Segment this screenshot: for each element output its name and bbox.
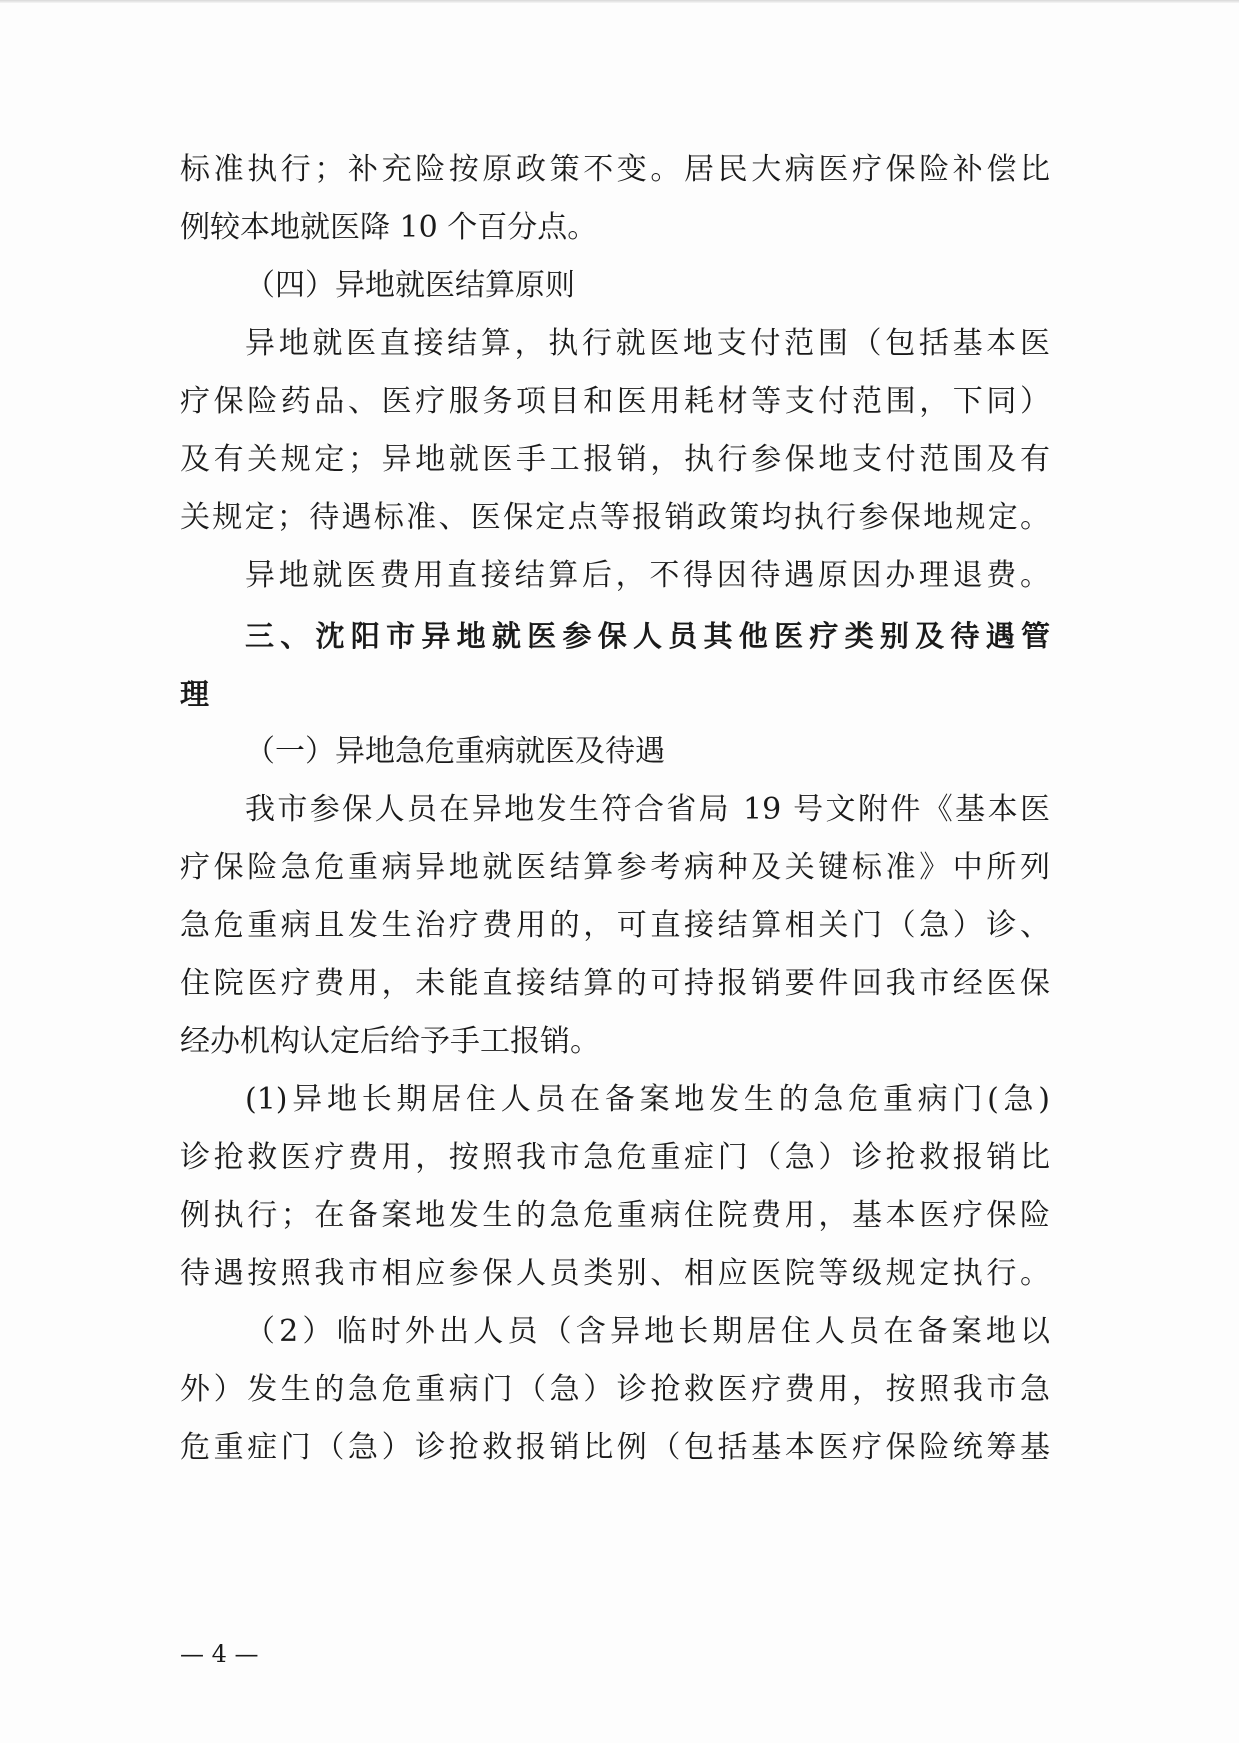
body-text-line: 待遇按照我市相应参保人员类别、相应医院等级规定执行。: [180, 1256, 1050, 1291]
chapter-heading-3: 三、沈阳市异地就医参保人员其他医疗类别及待遇管: [245, 619, 1050, 653]
body-text-line: 例较本地就医降 10 个百分点。: [180, 210, 598, 245]
body-text-line: 异地就医直接结算，执行就医地支付范围（包括基本医: [245, 326, 1050, 361]
body-text-line: 住院医疗费用，未能直接结算的可持报销要件回我市经医保: [180, 966, 1050, 1001]
page-number: — 4 —: [180, 1640, 259, 1668]
body-text-line: 诊抢救医疗费用，按照我市急危重症门（急）诊抢救报销比: [180, 1140, 1050, 1175]
body-text-line: 急危重病且发生治疗费用的，可直接结算相关门（急）诊、: [180, 908, 1050, 943]
body-text-line: 关规定；待遇标准、医保定点等报销政策均执行参保地规定。: [180, 500, 1050, 535]
chapter-heading-3-cont: 理: [180, 677, 210, 711]
body-text-line: 我市参保人员在异地发生符合省局 19 号文附件《基本医: [245, 792, 1050, 827]
body-text-line: 标准执行；补充险按原政策不变。居民大病医疗保险补偿比: [180, 152, 1050, 187]
body-text-line: 疗保险急危重病异地就医结算参考病种及关键标准》中所列: [180, 850, 1050, 885]
body-text-line: 例执行；在备案地发生的急危重病住院费用，基本医疗保险: [180, 1198, 1050, 1233]
body-text-line: 疗保险药品、医疗服务项目和医用耗材等支付范围，下同）: [180, 384, 1050, 419]
section-heading-4: （四）异地就医结算原则: [245, 268, 575, 303]
body-text-line: （2）临时外出人员（含异地长期居住人员在备案地以: [245, 1314, 1050, 1349]
scan-edge: [0, 0, 1239, 3]
body-text-line: 危重症门（急）诊抢救报销比例（包括基本医疗保险统筹基: [180, 1430, 1050, 1465]
body-text-line: 经办机构认定后给予手工报销。: [180, 1024, 600, 1059]
body-text-line: (1)异地长期居住人员在备案地发生的急危重病门(急): [245, 1082, 1050, 1117]
body-text-line: 及有关规定；异地就医手工报销，执行参保地支付范围及有: [180, 442, 1050, 477]
body-text-line: 外）发生的急危重病门（急）诊抢救医疗费用，按照我市急: [180, 1372, 1050, 1407]
body-text-line: 异地就医费用直接结算后，不得因待遇原因办理退费。: [245, 558, 1050, 593]
section-heading-1: （一）异地急危重病就医及待遇: [245, 734, 665, 769]
